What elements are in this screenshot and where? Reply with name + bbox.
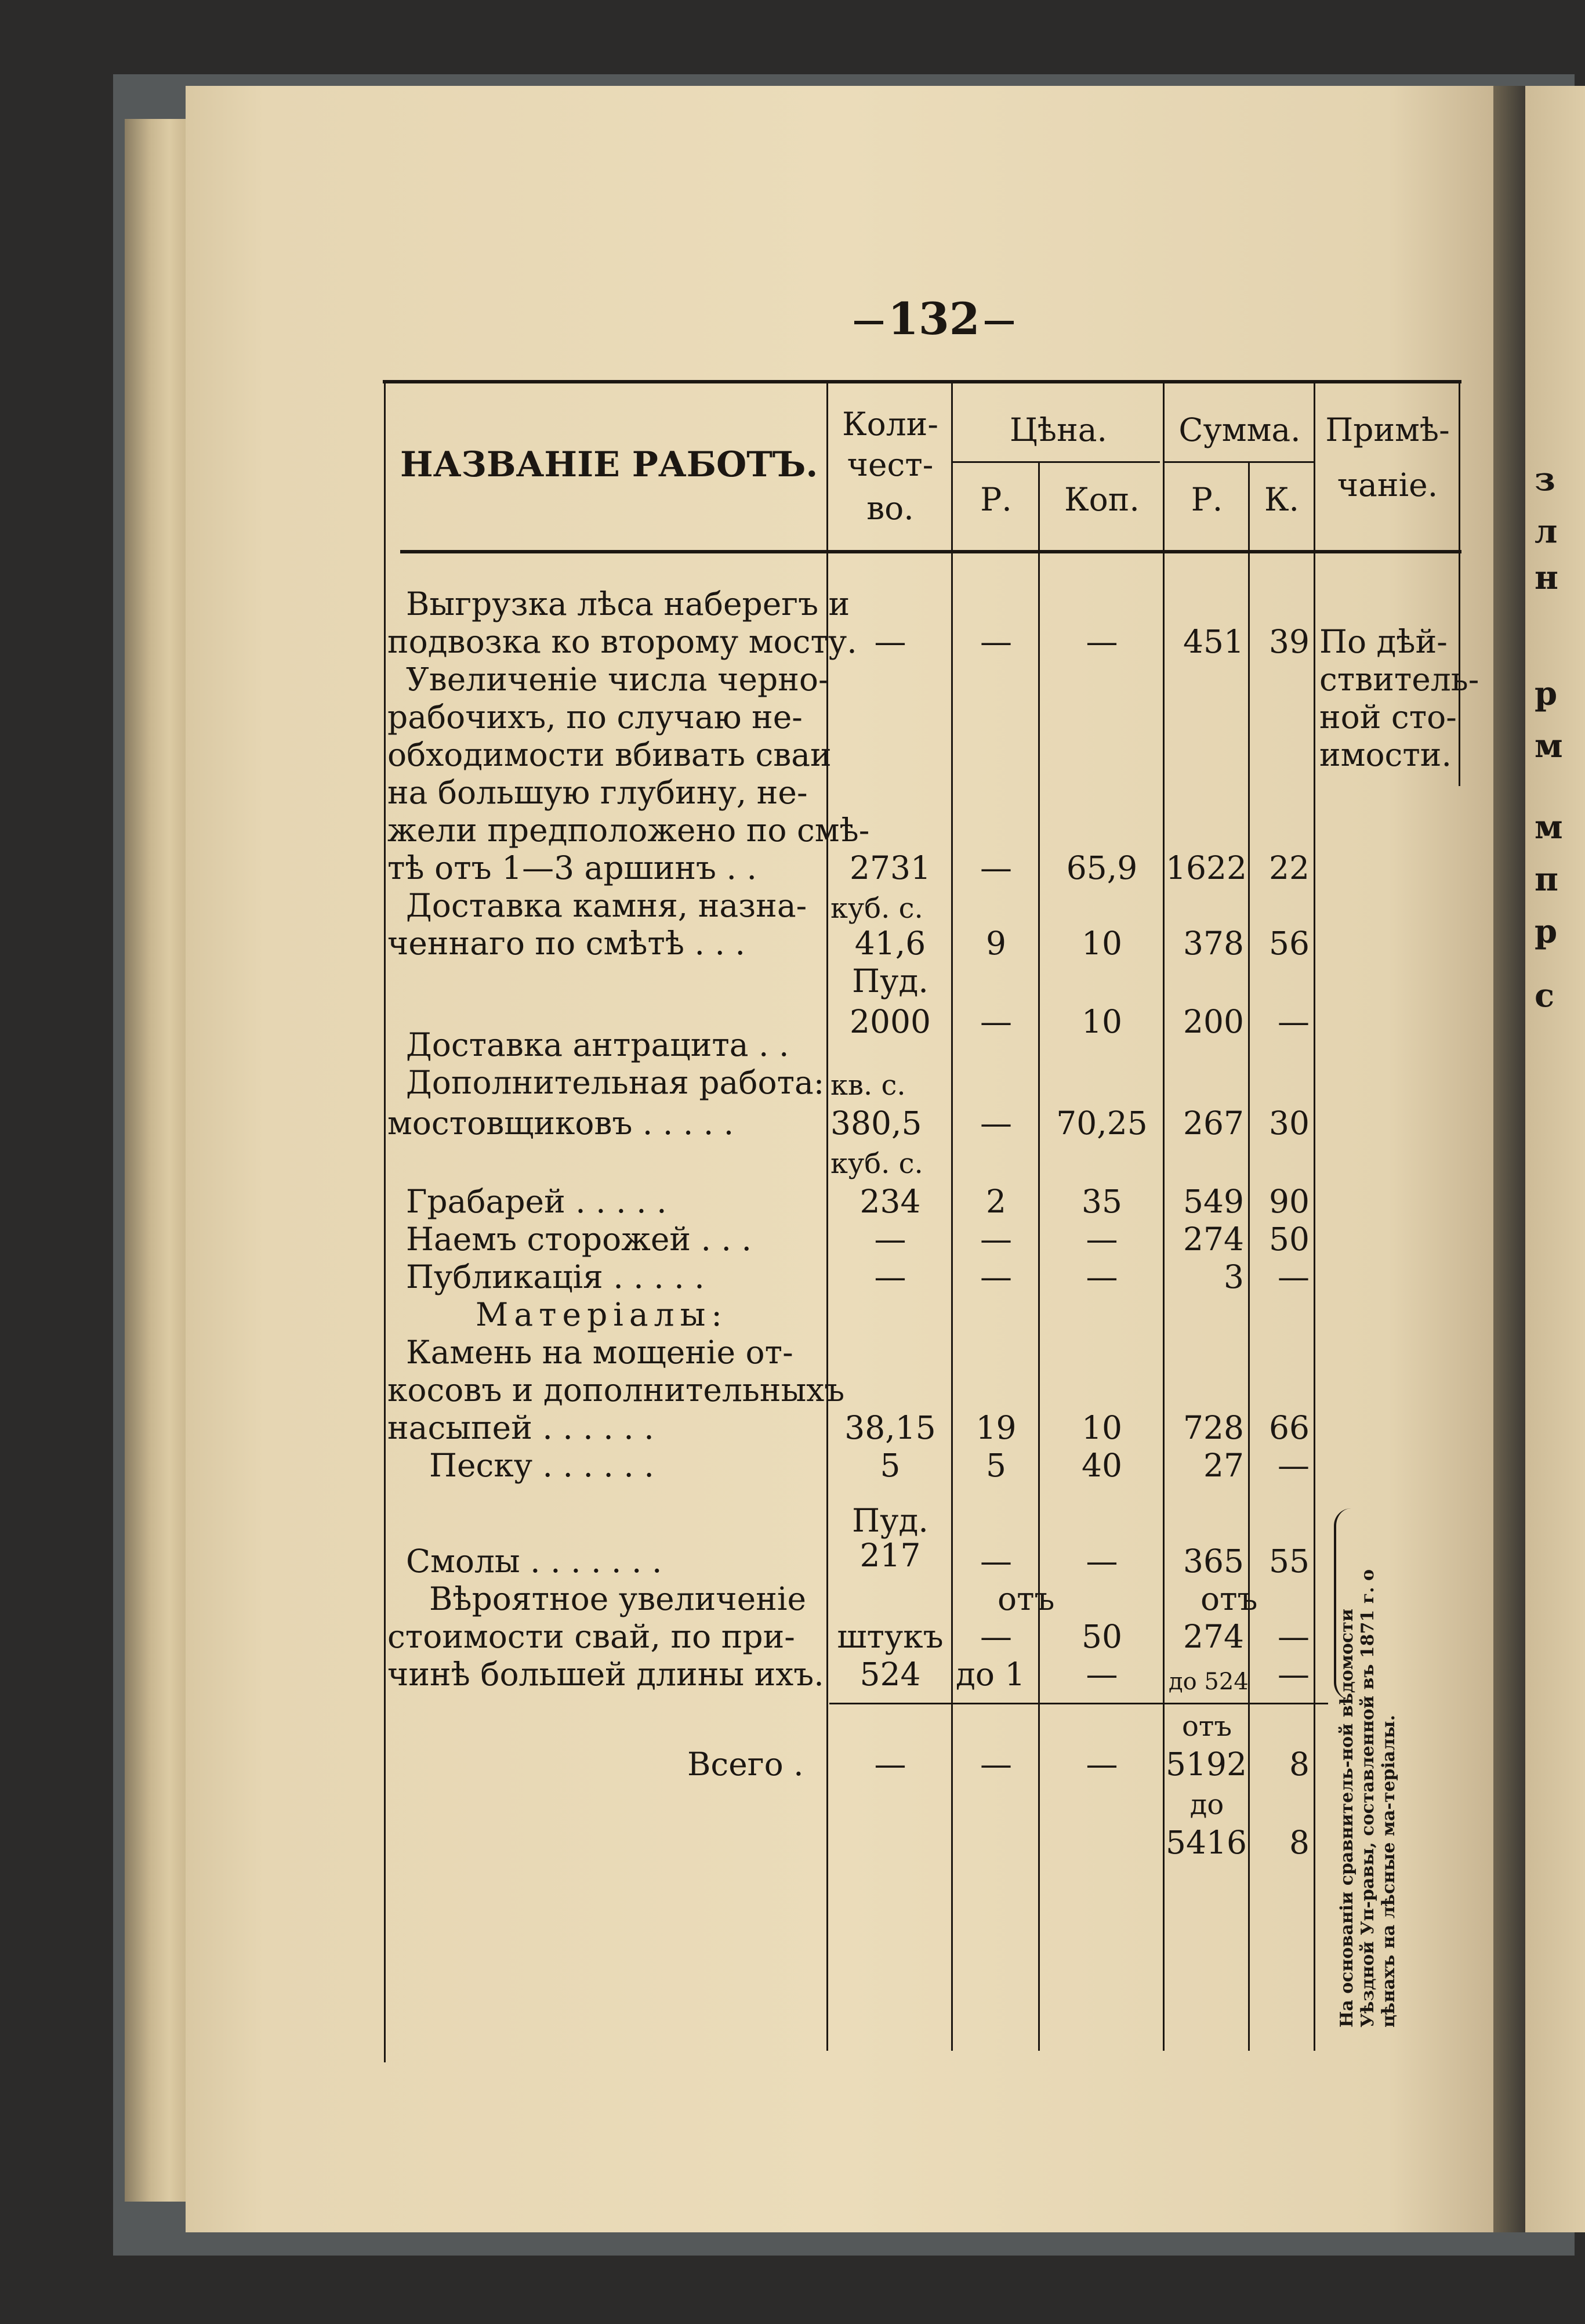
cell-qty: 524 [859, 1656, 921, 1693]
right-page-char: р [1535, 913, 1558, 951]
row-text: Дополнительная работа: [406, 1064, 825, 1101]
row-text: насыпей . . . . . . [387, 1409, 654, 1446]
cell-qty: — [874, 1258, 906, 1295]
column-divider [951, 380, 953, 2051]
row-text: косовъ и дополнительныхъ [387, 1371, 845, 1409]
cell-sum-ot: отъ [1200, 1580, 1258, 1617]
total-ot: отъ [1182, 1710, 1232, 1743]
book-gutter [1493, 86, 1525, 2232]
cell-qty: — [874, 1221, 906, 1258]
cell-price-k: — [1086, 1221, 1118, 1258]
note-text: ной сто- [1319, 698, 1457, 736]
cell-sum-r2: до 524 [1169, 1668, 1249, 1695]
row-text: стоимости свай, по при- [387, 1618, 795, 1655]
cell-qty: 5 [880, 1447, 901, 1484]
section-materials: Матеріалы: [476, 1296, 728, 1333]
cell-price-k: 70,25 [1056, 1105, 1148, 1142]
cell-qty: 41,6 [854, 925, 926, 962]
page-edges [125, 119, 188, 2202]
cell-sum-k: — [1278, 1447, 1310, 1484]
right-page-char: п [1535, 860, 1558, 899]
table-top-rule [383, 380, 1461, 383]
cell-price-r: 9 [986, 925, 1006, 962]
cell-price-r: — [980, 849, 1012, 886]
cell-sum-r: 267 [1183, 1105, 1244, 1142]
header-qty-1: Коли- [842, 406, 938, 443]
sum-subrule [1163, 461, 1314, 463]
total-sum-k2: 8 [1289, 1824, 1310, 1861]
row-text: рабочихъ, по случаю не- [387, 698, 803, 736]
row-text: Камень на мощеніе от- [406, 1334, 793, 1371]
cell-sum-k: 56 [1269, 925, 1310, 962]
row-text: Доставка камня, назна- [406, 887, 807, 924]
row-text: Доставка антрацита . . [406, 1026, 789, 1063]
header-sum-r: Р. [1191, 481, 1223, 518]
cell-sum-k: — [1278, 1618, 1310, 1655]
right-page-char: м [1535, 808, 1563, 846]
cell-unit: кв. с. [830, 1069, 906, 1102]
cell-qty: — [874, 623, 906, 660]
total-sum-r: 5192 [1166, 1746, 1247, 1783]
cell-unit: куб. с. [830, 1147, 923, 1180]
cell-price-k: 10 [1082, 1003, 1122, 1040]
cell-unit: куб. с. [830, 892, 923, 925]
row-text: Публикація . . . . . [406, 1258, 705, 1295]
total-rule [829, 1703, 1328, 1704]
cell-price-r: — [980, 1618, 1012, 1655]
note-text: имости. [1319, 736, 1452, 773]
right-page [1525, 86, 1585, 2232]
header-price: Цѣна. [1009, 411, 1108, 448]
total-price-k: — [1086, 1746, 1118, 1783]
cell-sum-k: 30 [1269, 1105, 1310, 1142]
row-text: Грабарей . . . . . [406, 1183, 667, 1220]
cell-price-r: 2 [986, 1183, 1006, 1220]
cell-sum-k: — [1278, 1258, 1310, 1295]
cell-price-r2: до 1 [956, 1656, 1025, 1693]
cell-sum-k: 66 [1269, 1409, 1310, 1446]
cell-sum-r: 451 [1183, 623, 1244, 660]
table-right-border [1459, 380, 1460, 786]
cell-sum-k2: — [1278, 1656, 1310, 1693]
cell-price-k: 10 [1082, 1409, 1122, 1446]
cell-price-r: — [980, 1258, 1012, 1295]
cell-price-r: — [980, 623, 1012, 660]
cell-price-k: — [1086, 1258, 1118, 1295]
cell-sum-k: 55 [1269, 1543, 1310, 1580]
header-name: НАЗВАНІЕ РАБОТЪ. [400, 444, 818, 485]
cell-price-r: — [980, 1221, 1012, 1258]
right-page-char: л [1535, 512, 1558, 551]
cell-price-r: — [980, 1003, 1012, 1040]
total-label: Всего . [687, 1746, 804, 1783]
cell-price-r: 19 [975, 1409, 1017, 1446]
note-vertical: На основаніи сравнитель-ной вѣдомости Уѣздной Уп-равы, составленной въ 1871 г. о цѣнахъ на лѣсные ма-теріалы. [1337, 1569, 1399, 2028]
header-qty-2: чест- [847, 446, 934, 483]
cell-qty: 380,5 [830, 1105, 922, 1142]
cell-sum-r: 274 [1183, 1221, 1244, 1258]
row-text: Выгрузка лѣса наберегъ и [406, 585, 850, 622]
cell-price-k: 50 [1082, 1618, 1122, 1655]
cell-price-k: 35 [1082, 1183, 1122, 1220]
header-qty-3: во. [866, 490, 914, 527]
cell-price-k: — [1086, 1543, 1118, 1580]
row-text: на большую глубину, не- [387, 774, 808, 811]
cell-sum-k: 50 [1269, 1221, 1310, 1258]
total-sum-r2: 5416 [1166, 1824, 1247, 1861]
cell-sum-r: 549 [1183, 1183, 1244, 1220]
right-page-char: м [1535, 727, 1563, 765]
right-page-char: р [1535, 675, 1558, 713]
cell-sum-r: 200 [1183, 1003, 1244, 1040]
note-text: По дѣй- [1319, 623, 1448, 660]
cell-price-k: 40 [1082, 1447, 1122, 1484]
row-text: ченнаго по смѣтѣ . . . [387, 925, 745, 962]
header-sum-k: К. [1264, 481, 1300, 518]
cell-qty: 234 [859, 1183, 921, 1220]
row-text: тѣ отъ 1—3 аршинъ . . [387, 849, 757, 886]
row-text: Песку . . . . . . [429, 1447, 654, 1484]
cell-unit: Пуд. [852, 1502, 928, 1539]
row-text: чинѣ большей длины ихъ. [387, 1656, 824, 1693]
cell-unit: Пуд. [852, 962, 928, 1000]
right-page-char: з [1535, 460, 1555, 498]
column-divider [1163, 380, 1165, 2051]
cell-sum-r: 27 [1203, 1447, 1244, 1484]
cell-price-r: — [980, 1543, 1012, 1580]
total-qty: — [874, 1746, 906, 1783]
cell-sum-r: 274 [1183, 1618, 1244, 1655]
table-left-border [384, 380, 386, 2062]
cell-price-k2: — [1086, 1656, 1118, 1693]
right-page-char: с [1535, 976, 1555, 1015]
cell-sum-k: 90 [1269, 1183, 1310, 1220]
cell-qty: 217 [859, 1537, 921, 1574]
row-text: Вѣроятное увеличеніе [429, 1580, 807, 1617]
cell-price-r: — [980, 1105, 1012, 1142]
cell-price-k: — [1086, 623, 1118, 660]
header-sum: Сумма. [1178, 411, 1301, 448]
cell-sum-k: 22 [1269, 849, 1310, 886]
header-note-1: Примѣ- [1325, 411, 1450, 448]
cell-sum-r: 728 [1183, 1409, 1244, 1446]
row-text: Наемъ сторожей . . . [406, 1221, 752, 1258]
row-text: обходимости вбивать сваи [387, 736, 832, 773]
cell-unit: штукъ [837, 1618, 944, 1655]
header-rub: Р. [980, 481, 1012, 518]
cell-price-k: 65,9 [1066, 849, 1138, 886]
row-text: жели предположено по смѣ- [387, 812, 870, 849]
page-number: 132 [850, 293, 1018, 345]
row-text: подвозка ко второму мосту. [387, 623, 857, 660]
cell-price-k: 10 [1082, 925, 1122, 962]
header-bottom-rule [400, 550, 1461, 553]
price-subrule [951, 461, 1160, 463]
note-text: ствитель- [1319, 661, 1479, 698]
column-divider [1038, 461, 1040, 2051]
right-page-char: н [1535, 559, 1558, 597]
cell-sum-k: — [1278, 1003, 1310, 1040]
total-do: до [1189, 1789, 1224, 1821]
cell-sum-r: 365 [1183, 1543, 1244, 1580]
cell-sum-r: 1622 [1166, 849, 1247, 886]
cell-sum-r: 3 [1224, 1258, 1244, 1295]
header-note-2: чаніе. [1337, 466, 1438, 504]
cell-qty: 38,15 [844, 1409, 936, 1446]
cell-price-ot: отъ [998, 1580, 1055, 1617]
total-sum-k: 8 [1289, 1746, 1310, 1783]
header-kop: Коп. [1064, 481, 1140, 518]
cell-price-r: 5 [986, 1447, 1006, 1484]
row-text: Смолы . . . . . . . [406, 1543, 662, 1580]
cell-qty: 2000 [850, 1003, 931, 1040]
row-text: мостовщиковъ . . . . . [387, 1105, 734, 1142]
cell-sum-r: 378 [1183, 925, 1244, 962]
row-text: Увеличеніе числа черно- [406, 661, 829, 698]
cell-qty: 2731 [850, 849, 931, 886]
total-price-r: — [980, 1746, 1012, 1783]
cell-sum-k: 39 [1269, 623, 1310, 660]
column-divider [1314, 380, 1315, 2051]
